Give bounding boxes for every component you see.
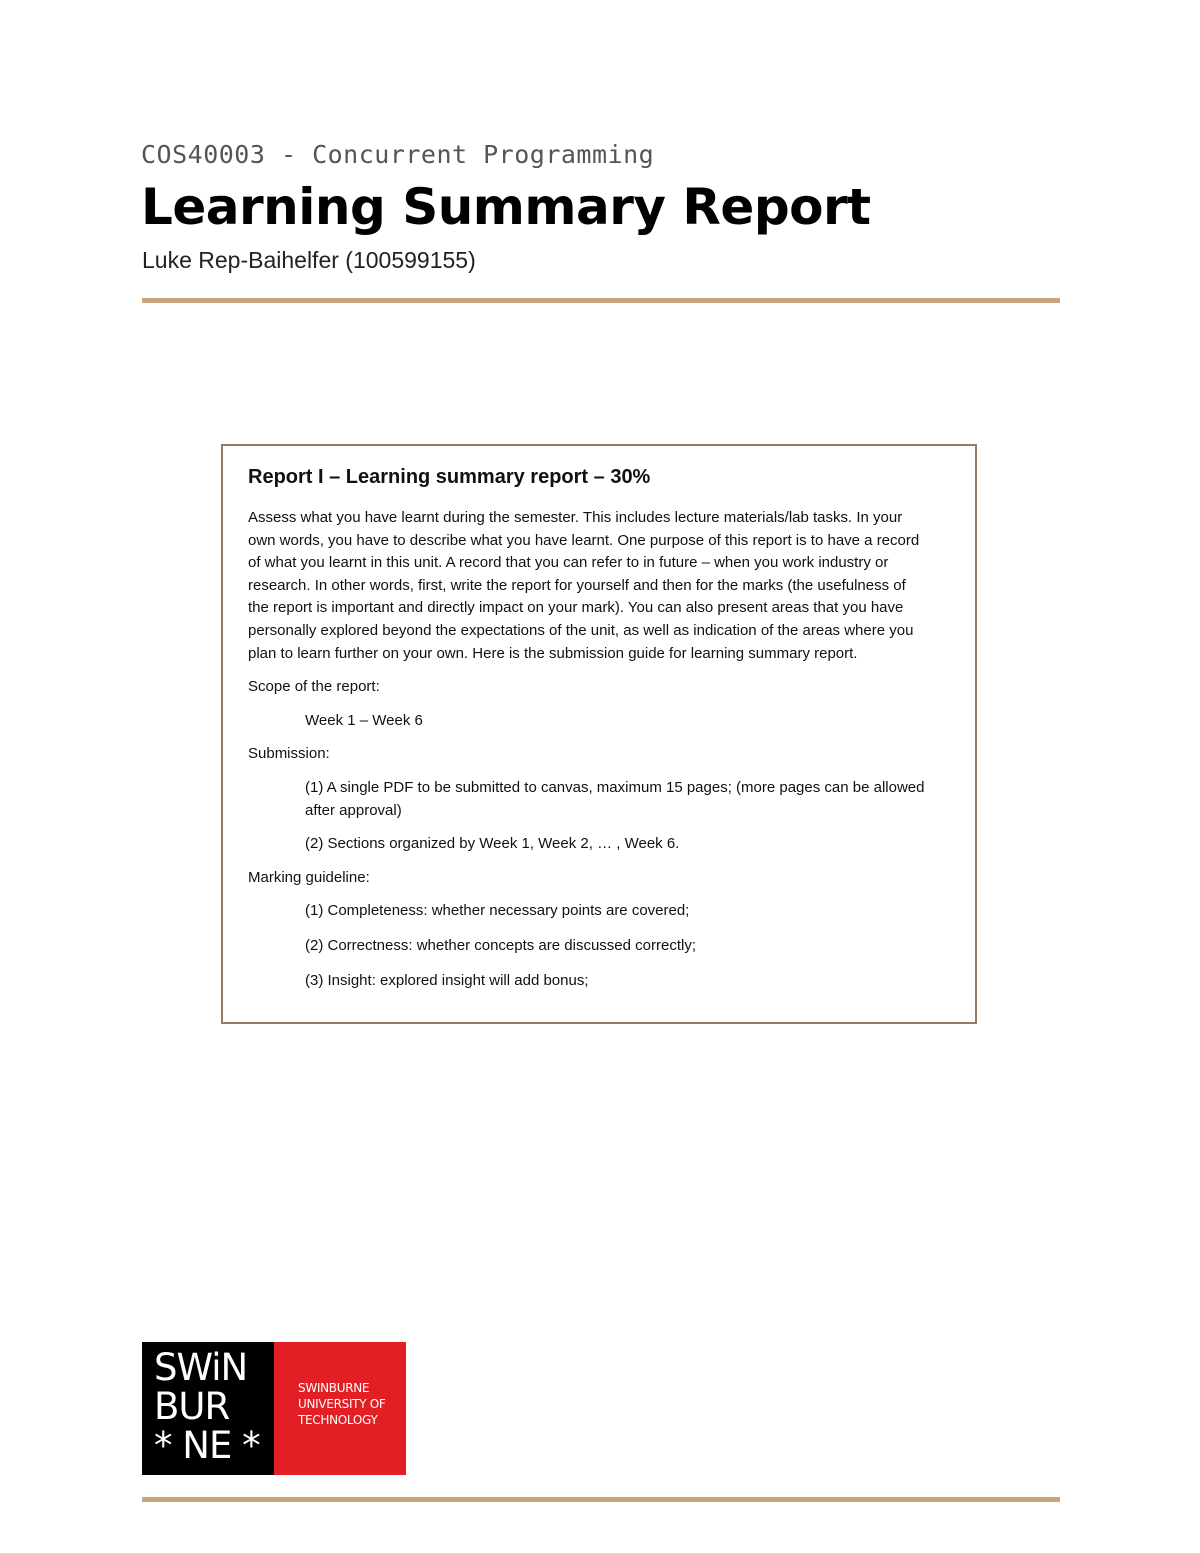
scope-label: Scope of the report: [248,678,380,696]
logo-wordmark-panel [142,1342,274,1475]
intro-line: research. In other words, first, write the report for yourself and then for the marks (the usefulness of [248,576,906,594]
logo-name-line: SWINBURNE [298,1381,370,1395]
swinburne-logo [142,1342,406,1475]
submission-item-line: (1) A single PDF to be submitted to canvas, maximum 15 pages; (more pages can be allowed [305,778,925,796]
author-name: Luke Rep-Baihelfer (100599155) [142,247,476,273]
intro-line: Assess what you have learnt during the semester. This includes lecture materials/lab tasks. In your [248,509,903,526]
assignment-brief-box [221,444,977,1024]
footer-divider [142,1497,1060,1502]
logo-name-line: UNIVERSITY OF [298,1397,386,1411]
logo-name-panel [274,1342,406,1475]
intro-line: the report is important and directly impact on your mark). You can also present areas that you have [248,599,904,617]
brief-intro [248,507,951,665]
submission-item-line: after approval) [305,801,402,819]
marking-item: (2) Correctness: whether concepts are discussed correctly; [305,936,696,954]
intro-line: personally explored beyond the expectations of the unit, as well as indication of the areas where you [248,621,914,639]
logo-wordmark-line: * NE * [154,1424,260,1467]
logo-name-line: TECHNOLOGY [298,1413,378,1427]
header-divider [142,298,1060,303]
submission-item [248,777,951,822]
submission-item-line: (2) Sections organized by Week 1, Week 2, … , Week 6. [305,835,680,853]
marking-item: (1) Completeness: whether necessary points are covered; [305,902,690,920]
scope-value: Week 1 – Week 6 [305,711,423,729]
page-title: Learning Summary Report [141,178,871,236]
course-code: COS40003 - Concurrent Programming [141,140,655,169]
intro-line: plan to learn further on your own. Here is the submission guide for learning summary report. [248,644,858,662]
logo-wordmark-line: BUR [154,1385,230,1428]
brief-heading: Report I – Learning summary report – 30% [248,466,651,488]
intro-line: of what you learnt in this unit. A record that you can refer to in future – when you work industry or [248,554,889,572]
submission-label: Submission: [248,745,330,763]
logo-wordmark-line: SWiN [154,1346,248,1389]
marking-item: (3) Insight: explored insight will add bonus; [305,971,589,989]
intro-line: own words, you have to describe what you have learnt. One purpose of this report is to have a record [248,531,920,549]
submission-item [248,833,951,856]
marking-label: Marking guideline: [248,868,370,886]
